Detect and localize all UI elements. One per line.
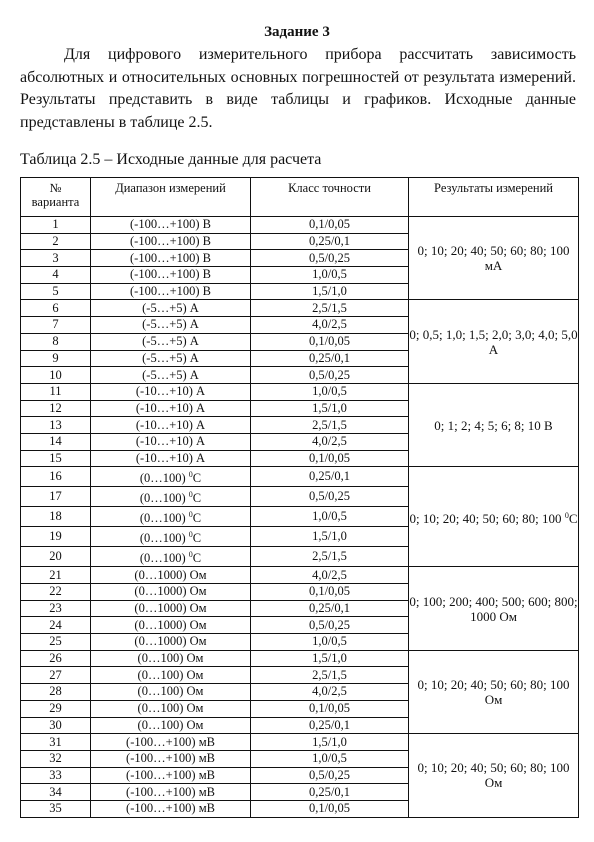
range-unit: C bbox=[192, 551, 202, 566]
measurement-results bbox=[409, 650, 579, 733]
measurement-range bbox=[91, 567, 251, 584]
variant-number: 22 bbox=[21, 584, 91, 601]
range-text: (0…1000) Ом bbox=[134, 617, 207, 632]
table-row bbox=[21, 300, 579, 317]
measurement-range bbox=[91, 433, 251, 450]
range-unit: C bbox=[192, 511, 202, 526]
variant-number: 17 bbox=[21, 487, 91, 507]
table-row bbox=[21, 734, 579, 751]
range-text: (0…100) bbox=[139, 551, 186, 566]
range-text: (-10…+10) А bbox=[135, 434, 206, 449]
measurement-range bbox=[91, 487, 251, 507]
accuracy-class: 0,5/0,25 bbox=[251, 250, 409, 267]
table-row bbox=[21, 467, 579, 487]
table-row bbox=[21, 383, 579, 400]
variant-number: 26 bbox=[21, 650, 91, 667]
measurement-range bbox=[91, 383, 251, 400]
range-text: (0…100) bbox=[139, 471, 186, 486]
measurement-range bbox=[91, 767, 251, 784]
measurement-range bbox=[91, 417, 251, 434]
range-text: (-100…+100) В bbox=[130, 234, 211, 249]
range-text: (-100…+100) мВ bbox=[126, 767, 215, 782]
variant-number: 29 bbox=[21, 700, 91, 717]
accuracy-class: 1,5/1,0 bbox=[251, 734, 409, 751]
accuracy-class: 0,25/0,1 bbox=[251, 600, 409, 617]
range-text: (0…1000) Ом bbox=[134, 584, 207, 599]
header-variant-line2: варианта bbox=[31, 195, 80, 209]
range-unit: C bbox=[192, 531, 202, 546]
accuracy-class: 2,5/1,5 bbox=[251, 547, 409, 567]
variant-number: 5 bbox=[21, 283, 91, 300]
table-caption: Таблица 2.5 – Исходные данные для расчета bbox=[20, 151, 322, 168]
measurement-range bbox=[91, 333, 251, 350]
measurement-range bbox=[91, 634, 251, 651]
range-text: (0…100) Ом bbox=[137, 717, 204, 732]
measurement-range bbox=[91, 547, 251, 567]
accuracy-class: 1,0/0,5 bbox=[251, 267, 409, 284]
task-title: Задание 3 bbox=[264, 24, 330, 40]
measurement-range bbox=[91, 684, 251, 701]
measurement-results bbox=[409, 734, 579, 817]
range-text: (-5…+5) А bbox=[142, 334, 199, 349]
accuracy-class: 0,1/0,05 bbox=[251, 217, 409, 234]
range-text: (0…1000) Ом bbox=[134, 601, 207, 616]
range-text: (-100…+100) мВ bbox=[126, 801, 215, 816]
task-paragraph: Для цифрового измерительного прибора рассчитать зависимость абсолютных и относительных основных погрешностей от результата измерений. Результаты представить в виде таблицы и графиков. Исходные данные представлены в таблице 2.5. bbox=[20, 46, 576, 131]
results-text: 0; 100; 200; 400; 500; 600; 800; 1000 Ом bbox=[409, 593, 578, 624]
table-row bbox=[21, 217, 579, 234]
accuracy-class: 4,0/2,5 bbox=[251, 317, 409, 334]
measurement-range bbox=[91, 734, 251, 751]
variant-number: 16 bbox=[21, 467, 91, 487]
variant-number: 35 bbox=[21, 800, 91, 817]
results-text: 0; 0,5; 1,0; 1,5; 2,0; 3,0; 4,0; 5,0 А bbox=[409, 326, 578, 357]
range-text: (-10…+10) А bbox=[135, 417, 206, 432]
range-text: (0…100) bbox=[139, 491, 186, 506]
range-text: (-100…+100) мВ bbox=[126, 751, 215, 766]
results-text: 0; 10; 20; 40; 50; 60; 80; 100 Ом bbox=[417, 760, 570, 791]
results-text: 0; 10; 20; 40; 50; 60; 80; 100 bbox=[409, 510, 562, 526]
variant-number: 6 bbox=[21, 300, 91, 317]
accuracy-class: 1,5/1,0 bbox=[251, 283, 409, 300]
range-text: (0…100) bbox=[139, 511, 186, 526]
measurement-range bbox=[91, 450, 251, 467]
measurement-range bbox=[91, 400, 251, 417]
variant-number: 10 bbox=[21, 367, 91, 384]
range-text: (-100…+100) В bbox=[130, 284, 211, 299]
accuracy-class: 4,0/2,5 bbox=[251, 433, 409, 450]
results-text: 0; 10; 20; 40; 50; 60; 80; 100 мА bbox=[417, 243, 570, 274]
accuracy-class: 0,1/0,05 bbox=[251, 584, 409, 601]
degree-superscript: 0 bbox=[188, 490, 193, 500]
measurement-range bbox=[91, 667, 251, 684]
accuracy-class: 1,5/1,0 bbox=[251, 527, 409, 547]
variant-number: 33 bbox=[21, 767, 91, 784]
variant-number: 23 bbox=[21, 600, 91, 617]
accuracy-class: 0,25/0,1 bbox=[251, 467, 409, 487]
variant-number: 21 bbox=[21, 567, 91, 584]
accuracy-class: 0,25/0,1 bbox=[251, 350, 409, 367]
header-results: Результаты измерений bbox=[409, 178, 579, 217]
measurement-range bbox=[91, 527, 251, 547]
accuracy-class: 2,5/1,5 bbox=[251, 300, 409, 317]
range-text: (-5…+5) А bbox=[142, 350, 199, 365]
accuracy-class: 4,0/2,5 bbox=[251, 684, 409, 701]
accuracy-class: 0,5/0,25 bbox=[251, 487, 409, 507]
measurement-range bbox=[91, 507, 251, 527]
results-text: 0; 1; 2; 4; 5; 6; 8; 10 В bbox=[434, 417, 553, 433]
measurement-range bbox=[91, 317, 251, 334]
variant-number: 9 bbox=[21, 350, 91, 367]
accuracy-class: 2,5/1,5 bbox=[251, 667, 409, 684]
degree-superscript: 0 bbox=[564, 510, 569, 520]
variant-number: 31 bbox=[21, 734, 91, 751]
accuracy-class: 0,5/0,25 bbox=[251, 367, 409, 384]
accuracy-class: 4,0/2,5 bbox=[251, 567, 409, 584]
range-text: (0…100) Ом bbox=[137, 684, 204, 699]
measurement-range bbox=[91, 650, 251, 667]
measurement-range bbox=[91, 283, 251, 300]
measurement-range bbox=[91, 233, 251, 250]
header-variant bbox=[21, 178, 91, 217]
range-text: (0…100) Ом bbox=[137, 667, 204, 682]
measurement-range bbox=[91, 617, 251, 634]
variant-number: 25 bbox=[21, 634, 91, 651]
variant-number: 18 bbox=[21, 507, 91, 527]
measurement-range bbox=[91, 800, 251, 817]
accuracy-class: 1,5/1,0 bbox=[251, 650, 409, 667]
variant-number: 32 bbox=[21, 750, 91, 767]
variant-number: 4 bbox=[21, 267, 91, 284]
measurement-range bbox=[91, 600, 251, 617]
accuracy-class: 1,0/0,5 bbox=[251, 634, 409, 651]
results-text: 0; 10; 20; 40; 50; 60; 80; 100 Ом bbox=[417, 676, 570, 707]
header-accuracy: Класс точности bbox=[251, 178, 409, 217]
range-unit: C bbox=[192, 471, 202, 486]
header-variant-line1: № bbox=[49, 181, 62, 195]
range-text: (0…100) Ом bbox=[137, 651, 204, 666]
variant-number: 2 bbox=[21, 233, 91, 250]
range-text: (-100…+100) мВ bbox=[126, 784, 215, 799]
range-text: (-5…+5) А bbox=[142, 367, 199, 382]
variant-number: 8 bbox=[21, 333, 91, 350]
accuracy-class: 0,25/0,1 bbox=[251, 233, 409, 250]
measurement-range bbox=[91, 217, 251, 234]
variant-number: 27 bbox=[21, 667, 91, 684]
measurement-range bbox=[91, 584, 251, 601]
measurement-range bbox=[91, 350, 251, 367]
accuracy-class: 0,1/0,05 bbox=[251, 700, 409, 717]
table-row bbox=[21, 650, 579, 667]
measurement-range bbox=[91, 300, 251, 317]
measurement-results bbox=[409, 467, 579, 567]
measurement-results bbox=[409, 567, 579, 650]
variant-number: 34 bbox=[21, 784, 91, 801]
degree-superscript: 0 bbox=[188, 510, 193, 520]
range-text: (-5…+5) А bbox=[142, 300, 199, 315]
source-data-table bbox=[20, 177, 579, 818]
range-text: (0…1000) Ом bbox=[134, 634, 207, 649]
variant-number: 28 bbox=[21, 684, 91, 701]
measurement-range bbox=[91, 750, 251, 767]
range-text: (0…100) Ом bbox=[137, 701, 204, 716]
variant-number: 3 bbox=[21, 250, 91, 267]
results-unit: C bbox=[568, 510, 578, 526]
variant-number: 24 bbox=[21, 617, 91, 634]
measurement-range bbox=[91, 267, 251, 284]
variant-number: 20 bbox=[21, 547, 91, 567]
accuracy-class: 0,5/0,25 bbox=[251, 767, 409, 784]
variant-number: 30 bbox=[21, 717, 91, 734]
range-unit: C bbox=[192, 491, 202, 506]
variant-number: 7 bbox=[21, 317, 91, 334]
accuracy-class: 0,1/0,05 bbox=[251, 333, 409, 350]
degree-superscript: 0 bbox=[188, 530, 193, 540]
measurement-range bbox=[91, 784, 251, 801]
range-text: (-100…+100) В bbox=[130, 267, 211, 282]
variant-number: 11 bbox=[21, 383, 91, 400]
accuracy-class: 0,25/0,1 bbox=[251, 784, 409, 801]
variant-number: 12 bbox=[21, 400, 91, 417]
variant-number: 15 bbox=[21, 450, 91, 467]
range-text: (-5…+5) А bbox=[142, 317, 199, 332]
accuracy-class: 1,0/0,5 bbox=[251, 507, 409, 527]
variant-number: 19 bbox=[21, 527, 91, 547]
degree-superscript: 0 bbox=[188, 550, 193, 560]
range-text: (-10…+10) А bbox=[135, 450, 206, 465]
table-header-row bbox=[21, 178, 579, 217]
measurement-range bbox=[91, 700, 251, 717]
measurement-range bbox=[91, 367, 251, 384]
accuracy-class: 1,5/1,0 bbox=[251, 400, 409, 417]
table-row bbox=[21, 567, 579, 584]
measurement-range bbox=[91, 250, 251, 267]
degree-superscript: 0 bbox=[188, 470, 193, 480]
range-text: (0…1000) Ом bbox=[134, 567, 207, 582]
measurement-range bbox=[91, 717, 251, 734]
accuracy-class: 0,1/0,05 bbox=[251, 450, 409, 467]
range-text: (-100…+100) В bbox=[130, 250, 211, 265]
range-text: (0…100) bbox=[139, 531, 186, 546]
measurement-range bbox=[91, 467, 251, 487]
accuracy-class: 0,25/0,1 bbox=[251, 717, 409, 734]
variant-number: 14 bbox=[21, 433, 91, 450]
variant-number: 13 bbox=[21, 417, 91, 434]
measurement-results bbox=[409, 300, 579, 383]
task-text bbox=[20, 44, 576, 134]
accuracy-class: 0,1/0,05 bbox=[251, 800, 409, 817]
measurement-results bbox=[409, 383, 579, 466]
header-range: Диапазон измерений bbox=[91, 178, 251, 217]
variant-number: 1 bbox=[21, 217, 91, 234]
accuracy-class: 0,5/0,25 bbox=[251, 617, 409, 634]
range-text: (-100…+100) мВ bbox=[126, 734, 215, 749]
measurement-results bbox=[409, 217, 579, 300]
accuracy-class: 2,5/1,5 bbox=[251, 417, 409, 434]
range-text: (-100…+100) В bbox=[130, 217, 211, 232]
range-text: (-10…+10) А bbox=[135, 400, 206, 415]
accuracy-class: 1,0/0,5 bbox=[251, 383, 409, 400]
range-text: (-10…+10) А bbox=[135, 384, 206, 399]
accuracy-class: 1,0/0,5 bbox=[251, 750, 409, 767]
